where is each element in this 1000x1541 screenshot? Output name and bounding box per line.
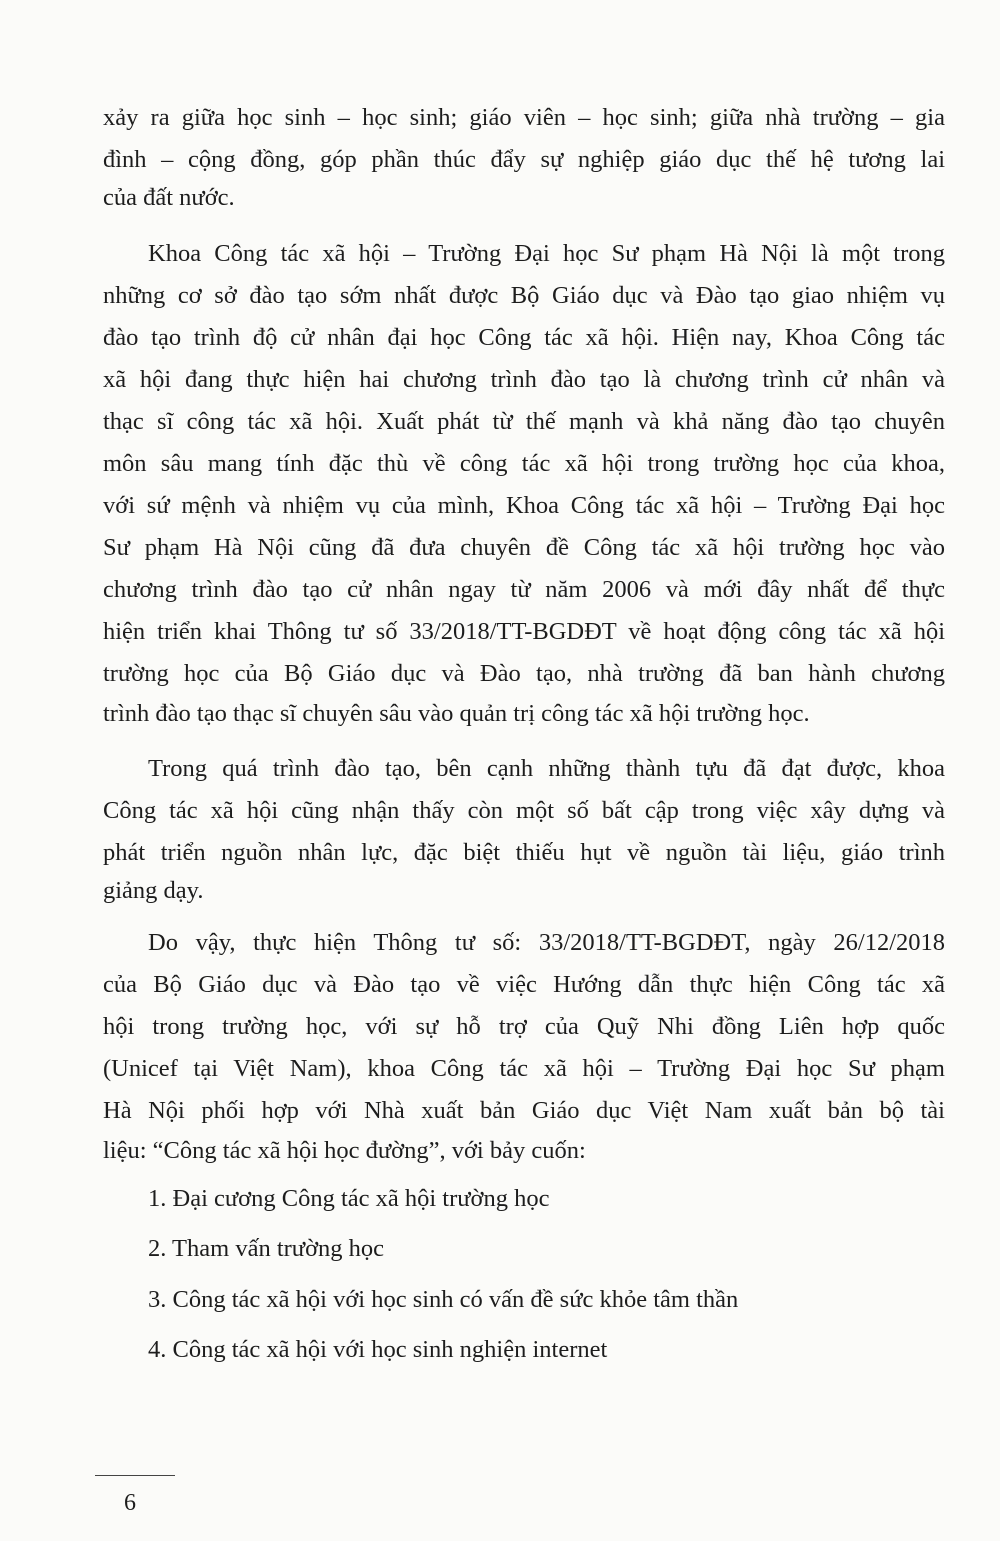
- text-line: chương trình đào tạo cử nhân ngay từ năm 2006 và mới đây nhất để thực: [103, 576, 945, 603]
- list-item: 4. Công tác xã hội với học sinh nghiện internet: [148, 1336, 608, 1363]
- text-line: Công tác xã hội cũng nhận thấy còn một số bất cập trong việc xây dựng và: [103, 797, 945, 824]
- list-item: 3. Công tác xã hội với học sinh có vấn đề sức khỏe tâm thần: [148, 1286, 739, 1313]
- text-line: giảng dạy.: [103, 877, 204, 904]
- text-line: Sư phạm Hà Nội cũng đã đưa chuyên đề Công tác xã hội trường học vào: [103, 534, 945, 561]
- text-line: Trong quá trình đào tạo, bên cạnh những thành tựu đã đạt được, khoa: [148, 755, 945, 782]
- list-item: 1. Đại cương Công tác xã hội trường học: [148, 1185, 550, 1212]
- text-line: đào tạo trình độ cử nhân đại học Công tác xã hội. Hiện nay, Khoa Công tác: [103, 324, 945, 351]
- text-line: thạc sĩ công tác xã hội. Xuất phát từ thế mạnh và khả năng đào tạo chuyên: [103, 408, 945, 435]
- text-line: liệu: “Công tác xã hội học đường”, với bảy cuốn:: [103, 1137, 586, 1164]
- text-line: hiện triển khai Thông tư số 33/2018/TT-BGDĐT về hoạt động công tác xã hội: [103, 618, 945, 645]
- text-line: xảy ra giữa học sinh – học sinh; giáo viên – học sinh; giữa nhà trường – gia: [103, 104, 945, 131]
- text-line: Do vậy, thực hiện Thông tư số: 33/2018/TT-BGDĐT, ngày 26/12/2018: [148, 929, 945, 956]
- text-line: xã hội đang thực hiện hai chương trình đào tạo là chương trình cử nhân và: [103, 366, 945, 393]
- text-line: trình đào tạo thạc sĩ chuyên sâu vào quản trị công tác xã hội trường học.: [103, 700, 810, 727]
- list-item: 2. Tham vấn trường học: [148, 1235, 385, 1262]
- text-line: những cơ sở đào tạo sớm nhất được Bộ Giáo dục và Đào tạo giao nhiệm vụ: [103, 282, 945, 309]
- text-line: hội trong trường học, với sự hỗ trợ của Quỹ Nhi đồng Liên hợp quốc: [103, 1013, 945, 1040]
- text-line: Khoa Công tác xã hội – Trường Đại học Sư phạm Hà Nội là một trong: [148, 240, 945, 267]
- text-line: Hà Nội phối hợp với Nhà xuất bản Giáo dục Việt Nam xuất bản bộ tài: [103, 1097, 945, 1124]
- text-line: của đất nước.: [103, 184, 235, 211]
- footer-rule: [95, 1475, 175, 1476]
- text-line: (Unicef tại Việt Nam), khoa Công tác xã hội – Trường Đại học Sư phạm: [103, 1055, 945, 1082]
- text-line: đình – cộng đồng, góp phần thúc đẩy sự nghiệp giáo dục thế hệ tương lai: [103, 146, 945, 173]
- text-line: trường học của Bộ Giáo dục và Đào tạo, nhà trường đã ban hành chương: [103, 660, 945, 687]
- text-line: phát triển nguồn nhân lực, đặc biệt thiếu hụt về nguồn tài liệu, giáo trình: [103, 839, 945, 866]
- page-number: 6: [124, 1490, 136, 1516]
- text-line: với sứ mệnh và nhiệm vụ của mình, Khoa Công tác xã hội – Trường Đại học: [103, 492, 945, 519]
- text-line: môn sâu mang tính đặc thù về công tác xã hội trong trường học của khoa,: [103, 450, 945, 477]
- text-line: của Bộ Giáo dục và Đào tạo về việc Hướng dẫn thực hiện Công tác xã: [103, 971, 945, 998]
